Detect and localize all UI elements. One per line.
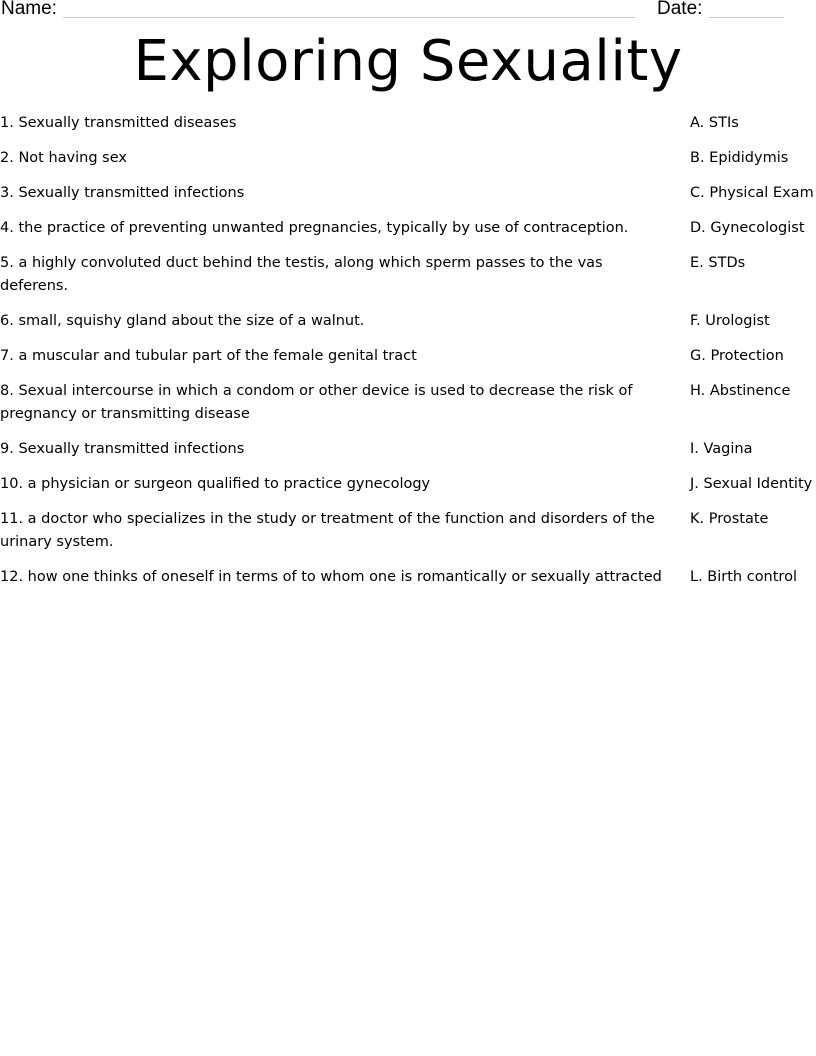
matching-row	[0, 217, 816, 240]
clue-text: 12. how one thinks of oneself in terms of to whom one is romantically or sexually attracted	[0, 569, 662, 585]
matching-row	[0, 252, 816, 298]
name-field-line	[63, 17, 635, 18]
clue-text: 2. Not having sex	[0, 150, 127, 166]
clue-text: 1. Sexually transmitted diseases	[0, 115, 237, 131]
clue-text: 5. a highly convoluted duct behind the testis, along which sperm passes to the vas deferens.	[0, 255, 603, 294]
matching-row	[0, 310, 816, 333]
answer-option: D. Gynecologist	[690, 220, 805, 236]
date-field-line	[709, 17, 784, 18]
matching-row	[0, 345, 816, 368]
answer-option: G. Protection	[690, 348, 784, 364]
answer-option: E. STDs	[690, 255, 746, 271]
answer-option: B. Epididymis	[690, 150, 789, 166]
matching-row	[0, 112, 816, 135]
answer-option: H. Abstinence	[690, 383, 791, 399]
clue-text: 4. the practice of preventing unwanted pregnancies, typically by use of contraception.	[0, 220, 629, 236]
answer-option: C. Physical Exam	[690, 185, 814, 201]
clue-text: 8. Sexual intercourse in which a condom or other device is used to decrease the risk of pregnancy or transmitting disease	[0, 383, 633, 422]
answer-option: J. Sexual Identity	[690, 476, 813, 492]
name-label: Name:	[1, 0, 57, 19]
matching-row	[0, 473, 816, 496]
matching-list	[0, 112, 816, 601]
answer-option: L. Birth control	[690, 569, 797, 585]
answer-option: I. Vagina	[690, 441, 753, 457]
clue-text: 11. a doctor who specializes in the study or treatment of the function and disorders of the urinary system.	[0, 511, 655, 550]
answer-option: A. STIs	[690, 115, 739, 131]
matching-row	[0, 508, 816, 554]
clue-text: 9. Sexually transmitted infections	[0, 441, 245, 457]
worksheet-header	[0, 0, 816, 22]
matching-row	[0, 380, 816, 426]
worksheet-title: Exploring Sexuality	[133, 29, 683, 94]
matching-row	[0, 182, 816, 205]
clue-text: 7. a muscular and tubular part of the female genital tract	[0, 348, 417, 364]
matching-row	[0, 147, 816, 170]
clue-text: 3. Sexually transmitted infections	[0, 185, 245, 201]
date-label: Date:	[657, 0, 703, 19]
clue-text: 6. small, squishy gland about the size of a walnut.	[0, 313, 365, 329]
answer-option: K. Prostate	[690, 511, 769, 527]
matching-row	[0, 438, 816, 461]
matching-row	[0, 566, 816, 589]
clue-text: 10. a physician or surgeon qualified to practice gynecology	[0, 476, 431, 492]
answer-option: F. Urologist	[690, 313, 770, 329]
